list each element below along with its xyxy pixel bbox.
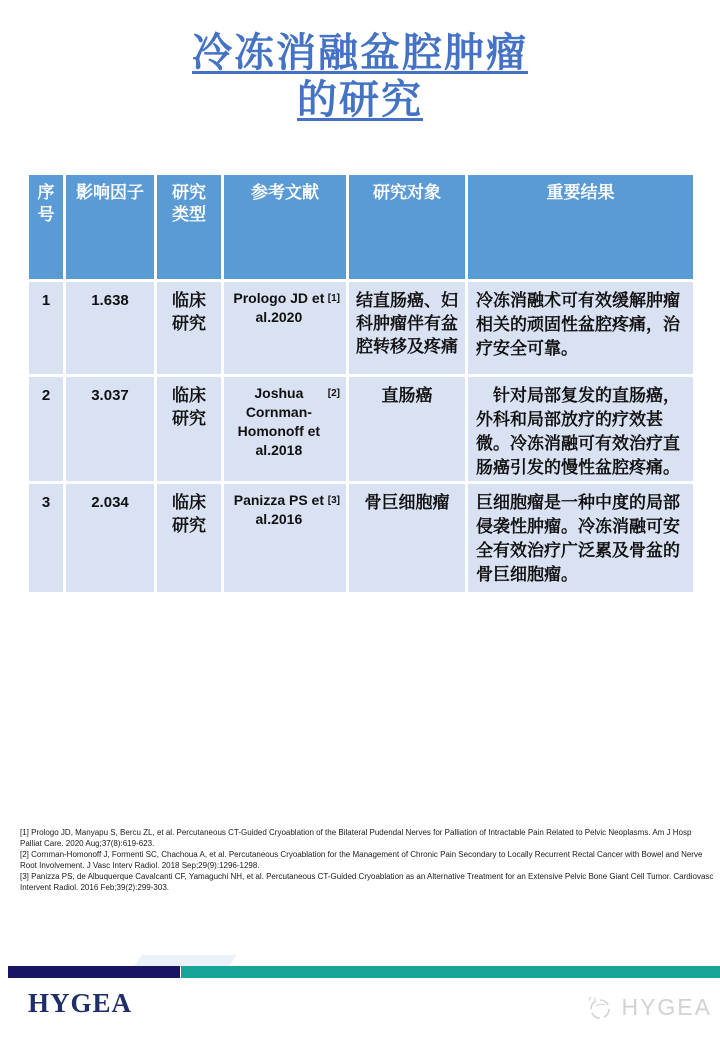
table-row-1-result: 冷冻消融术可有效缓解肿瘤相关的顽固性盆腔疼痛，治疗安全可靠。 bbox=[468, 282, 693, 374]
reference-text: Joshua Cornman-Homonoff et al.2018 bbox=[237, 385, 321, 458]
study-table bbox=[29, 175, 693, 592]
col-header-no: 序号 bbox=[29, 175, 63, 279]
col-header-subject: 研究对象 bbox=[349, 175, 465, 279]
table-row-3-result: 巨细胞瘤是一种中度的局部侵袭性肿瘤。冷冻消融可安全有效治疗广泛累及骨盆的骨巨细胞瘤。 bbox=[468, 484, 693, 592]
hygea-globe-icon bbox=[584, 992, 614, 1022]
reference-superscript: [2] bbox=[327, 388, 340, 399]
table-row-2-study-type: 临床研究 bbox=[157, 377, 221, 481]
page-title-line2: 的研究 bbox=[297, 78, 423, 122]
hygea-watermark bbox=[584, 992, 712, 1022]
table-row-1-subject: 结直肠癌、妇科肿瘤伴有盆腔转移及疼痛 bbox=[349, 282, 465, 374]
table-row-3-study-type: 临床研究 bbox=[157, 484, 221, 592]
hygea-logo-text: HYGEA bbox=[28, 988, 133, 1018]
table-row-2-reference bbox=[224, 377, 346, 481]
table-row-1-reference bbox=[224, 282, 346, 374]
col-header-study-type: 研究类型 bbox=[157, 175, 221, 279]
table-row-1-no: 1 bbox=[29, 282, 63, 374]
table-row-1-impact-factor: 1.638 bbox=[66, 282, 154, 374]
reference-superscript: [1] bbox=[327, 293, 340, 304]
col-header-result: 重要结果 bbox=[468, 175, 693, 279]
table-row-3-impact-factor: 2.034 bbox=[66, 484, 154, 592]
table-row-2-no: 2 bbox=[29, 377, 63, 481]
table-row-2-impact-factor: 3.037 bbox=[66, 377, 154, 481]
footnote-3: [3] Panizza PS, de Albuquerque Cavalcanti CF, Yamaguchi NH, et al. Percutaneous CT-Guided Cryoablation as an Alternative Treatment for an Extensive Pelvic Bone Giant Cell Tumor. Cardiovasc Intervent Radiol. 2016 Feb;39(2):299-303. bbox=[20, 872, 714, 892]
footnote-1: [1] Prologo JD, Manyapu S, Bercu ZL, et al. Percutaneous CT-Guided Cryoablation of the Bilateral Pudendal Nerves for Palliation of Intractable Pain Related to Pelvic Neoplasms. Am J Hosp Palliat Care. 2020 Aug;37(8):619-623. bbox=[20, 828, 692, 848]
table-row-2-result: 针对局部复发的直肠癌，外科和局部放疗的疗效甚微。冷冻消融可有效治疗直肠癌引发的慢性盆腔疼痛。 bbox=[468, 377, 693, 481]
watermark-label: HYGEA bbox=[621, 993, 712, 1020]
table-row-3-reference bbox=[224, 484, 346, 592]
table-row-3-subject: 骨巨细胞瘤 bbox=[349, 484, 465, 592]
reference-text: Panizza PS et al.2016 bbox=[233, 492, 325, 527]
col-header-reference: 参考文献 bbox=[224, 175, 346, 279]
footer-bar-teal bbox=[181, 966, 720, 978]
footer-bar-highlight bbox=[134, 955, 237, 966]
reference-text: Prologo JD et al.2020 bbox=[233, 290, 325, 325]
page-title-line1: 冷冻消融盆腔肿瘤 bbox=[192, 31, 528, 75]
col-header-impact-factor: 影响因子 bbox=[66, 175, 154, 279]
table-row-2-subject: 直肠癌 bbox=[349, 377, 465, 481]
reference-superscript: [3] bbox=[327, 495, 340, 506]
table-row-3-no: 3 bbox=[29, 484, 63, 592]
table-row-1-study-type: 临床研究 bbox=[157, 282, 221, 374]
footer-bar-navy bbox=[8, 966, 180, 978]
page-title bbox=[0, 30, 720, 124]
footnote-2: [2] Cornman-Homonoff J, Formenti SC, Chachoua A, et al. Percutaneous Cryoablation for the Management of Chronic Pain Secondary to Locally Recurrent Rectal Cancer with Bowel and Nerve Root Involvement. J Vasc Interv Radiol. 2018 Sep;29(9):1296-1298. bbox=[20, 850, 703, 870]
footnotes bbox=[20, 827, 714, 893]
